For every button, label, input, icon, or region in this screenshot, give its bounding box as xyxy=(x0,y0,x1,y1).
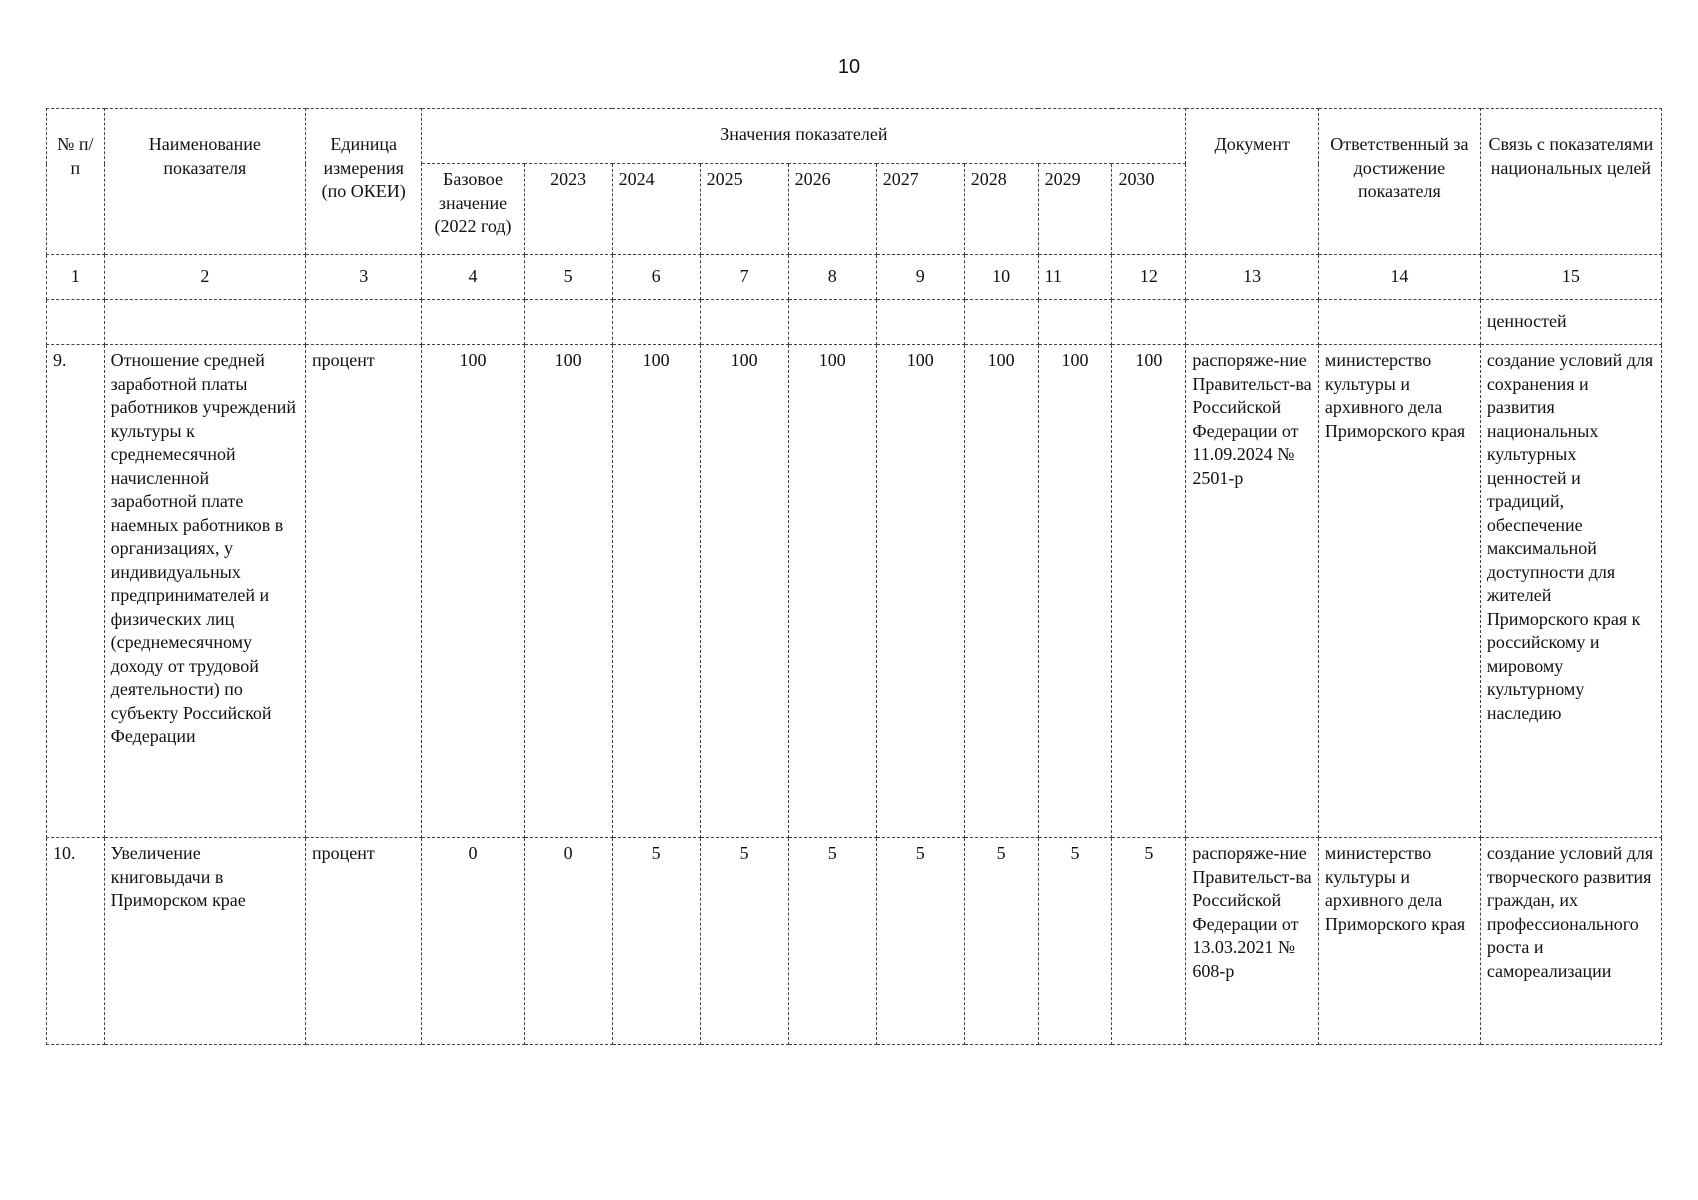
header-name: Наименование показателя xyxy=(104,109,305,255)
column-number: 14 xyxy=(1318,255,1480,300)
header-year-2030: 2030 xyxy=(1112,164,1186,255)
table-row xyxy=(47,838,1662,1045)
value-2025: 100 xyxy=(700,345,788,838)
row-number: 10. xyxy=(47,838,105,1045)
empty-cell xyxy=(612,300,700,345)
value-2027: 100 xyxy=(876,345,964,838)
header-document: Документ xyxy=(1186,109,1319,255)
header-link: Связь с показателями национальных целей xyxy=(1480,109,1661,255)
table-row xyxy=(47,345,1662,838)
header-year-2029: 2029 xyxy=(1038,164,1112,255)
indicator-name: Увеличение книговыдачи в Приморском крае xyxy=(104,838,305,1045)
row-number: 9. xyxy=(47,345,105,838)
continuation-row xyxy=(47,300,1662,345)
value-2023: 100 xyxy=(524,345,612,838)
empty-cell xyxy=(47,300,105,345)
document: распоряже-ние Правительст-ва Российской Федерации от 11.09.2024 № 2501-р xyxy=(1186,345,1319,838)
page-number: 10 xyxy=(837,56,861,78)
header-values-group: Значения показателей xyxy=(422,109,1186,164)
empty-cell xyxy=(104,300,305,345)
continuation-text: ценностей xyxy=(1480,300,1661,345)
column-number: 5 xyxy=(524,255,612,300)
value-2028: 100 xyxy=(964,345,1038,838)
column-number: 8 xyxy=(788,255,876,300)
empty-cell xyxy=(876,300,964,345)
column-number: 6 xyxy=(612,255,700,300)
value-2024: 5 xyxy=(612,838,700,1045)
header-year-2026: 2026 xyxy=(788,164,876,255)
value-2030: 5 xyxy=(1112,838,1186,1045)
unit: процент xyxy=(306,345,422,838)
column-numbers-row xyxy=(47,255,1662,300)
value-2030: 100 xyxy=(1112,345,1186,838)
empty-cell xyxy=(1186,300,1319,345)
header-base-value: Базовое значение (2022 год) xyxy=(422,164,524,255)
value-2029: 5 xyxy=(1038,838,1112,1045)
base-value: 100 xyxy=(422,345,524,838)
empty-cell xyxy=(1318,300,1480,345)
column-number: 2 xyxy=(104,255,305,300)
empty-cell xyxy=(306,300,422,345)
column-number: 9 xyxy=(876,255,964,300)
column-number: 13 xyxy=(1186,255,1319,300)
header-responsible: Ответственный за достижение показателя xyxy=(1318,109,1480,255)
header-year-2028: 2028 xyxy=(964,164,1038,255)
national-goal-link: создание условий для сохранения и развития национальных культурных ценностей и традиций, обеспечение максимальной доступности для жителей Приморского края к российскому и мировому культурному наследию xyxy=(1480,345,1661,838)
column-number: 15 xyxy=(1480,255,1661,300)
header-unit: Единица измерения (по ОКЕИ) xyxy=(306,109,422,255)
header-row xyxy=(47,109,1662,164)
column-number: 4 xyxy=(422,255,524,300)
empty-cell xyxy=(700,300,788,345)
header-year-2023: 2023 xyxy=(524,164,612,255)
header-year-2027: 2027 xyxy=(876,164,964,255)
column-number: 3 xyxy=(306,255,422,300)
value-2025: 5 xyxy=(700,838,788,1045)
column-number: 1 xyxy=(47,255,105,300)
empty-cell xyxy=(422,300,524,345)
column-number: 11 xyxy=(1038,255,1112,300)
empty-cell xyxy=(788,300,876,345)
header-year-2024: 2024 xyxy=(612,164,700,255)
column-number: 10 xyxy=(964,255,1038,300)
base-value: 0 xyxy=(422,838,524,1045)
responsible: министерство культуры и архивного дела Приморского края xyxy=(1318,838,1480,1045)
document: распоряже-ние Правительст-ва Российской Федерации от 13.03.2021 № 608-р xyxy=(1186,838,1319,1045)
value-2029: 100 xyxy=(1038,345,1112,838)
unit: процент xyxy=(306,838,422,1045)
value-2028: 5 xyxy=(964,838,1038,1045)
header-num: № п/п xyxy=(47,109,105,255)
column-number: 12 xyxy=(1112,255,1186,300)
empty-cell xyxy=(1112,300,1186,345)
empty-cell xyxy=(964,300,1038,345)
indicators-table xyxy=(46,108,1662,1045)
indicator-name: Отношение средней заработной платы работников учреждений культуры к среднемесячной начисленной заработной плате наемных работников в организациях, у индивидуальных предпринимателей и физических лиц (среднемесячному доходу от трудовой деятельности) по субъекту Российской Федерации xyxy=(104,345,305,838)
column-number: 7 xyxy=(700,255,788,300)
value-2026: 100 xyxy=(788,345,876,838)
responsible: министерство культуры и архивного дела Приморского края xyxy=(1318,345,1480,838)
header-year-2025: 2025 xyxy=(700,164,788,255)
value-2024: 100 xyxy=(612,345,700,838)
empty-cell xyxy=(1038,300,1112,345)
value-2026: 5 xyxy=(788,838,876,1045)
value-2027: 5 xyxy=(876,838,964,1045)
national-goal-link: создание условий для творческого развития граждан, их профессионального роста и самореализации xyxy=(1480,838,1661,1045)
value-2023: 0 xyxy=(524,838,612,1045)
empty-cell xyxy=(524,300,612,345)
